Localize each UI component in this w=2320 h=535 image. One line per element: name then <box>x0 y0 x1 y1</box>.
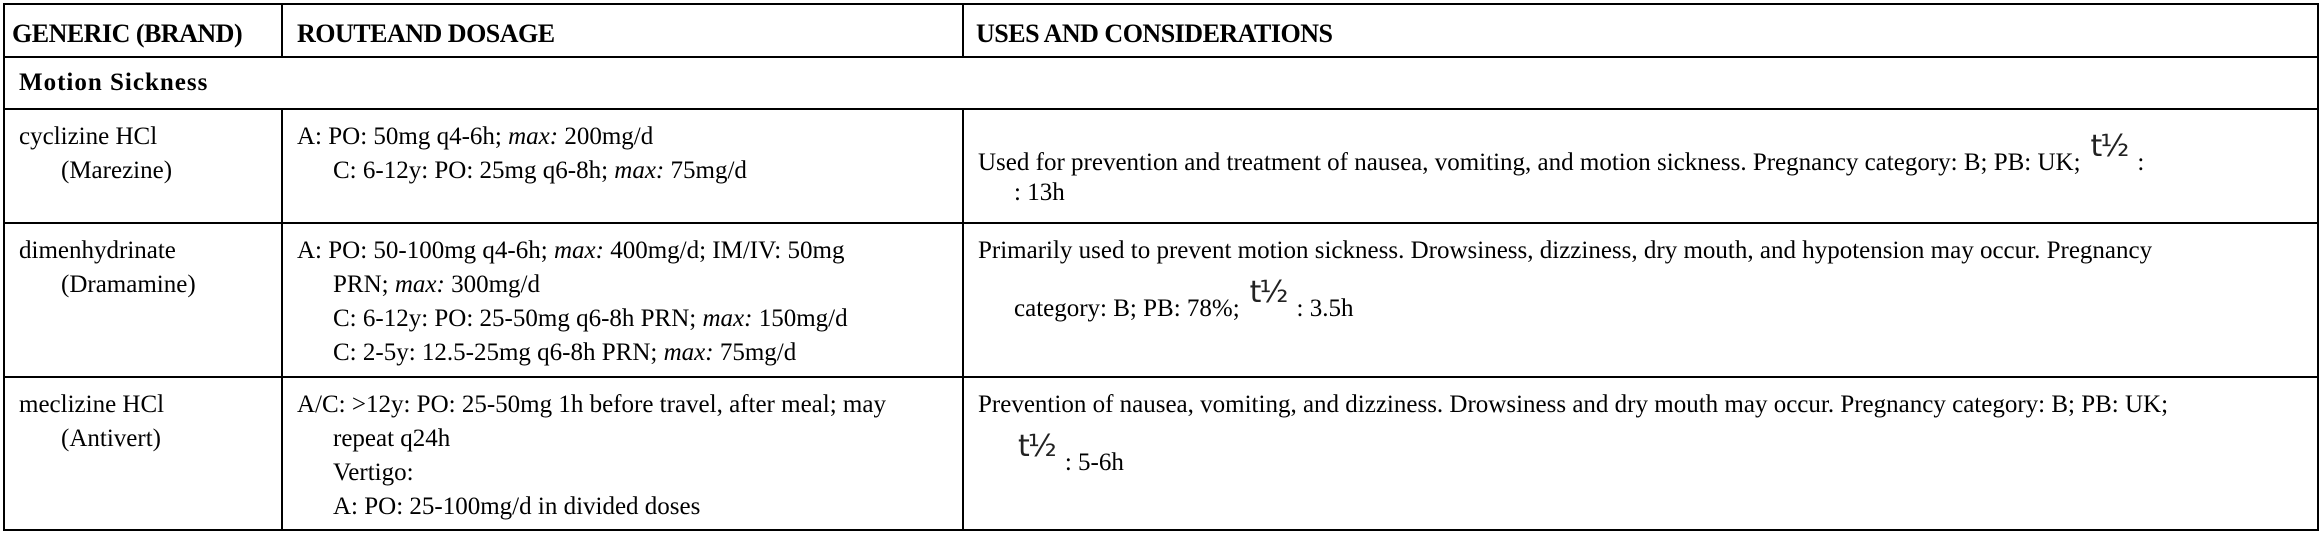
dosage-line: A: PO: 50mg q4-6h; max: 200mg/d <box>297 123 654 150</box>
header-uses-considerations: USES AND CONSIDERATIONS <box>963 4 2318 57</box>
dosage-cell <box>282 109 963 223</box>
uses-cell <box>963 377 2318 530</box>
half-life-icon: t½ <box>2090 129 2128 164</box>
drug-table <box>3 3 2319 531</box>
uses-text-line: category: B; PB: 78%; t½ : 3.5h <box>1014 275 1354 322</box>
dosage-line: A/C: >12y: PO: 25-50mg 1h before travel, after meal; may <box>297 391 886 418</box>
uses-text-block <box>978 129 2317 210</box>
dosage-line: Vertigo: <box>333 459 414 486</box>
brand-name: (Marezine) <box>61 157 173 184</box>
dosage-line: PRN; max: 300mg/d <box>333 271 540 298</box>
generic-name: meclizine HCl <box>19 391 165 418</box>
dosage-line: repeat q24h <box>333 425 451 452</box>
dosage-line: C: 2-5y: 12.5-25mg q6-8h PRN; max: 75mg/d <box>333 339 797 366</box>
half-life-value: : 3.5h <box>1296 295 1354 322</box>
drug-row <box>4 223 2318 377</box>
generic-name: dimenhydrinate <box>19 237 176 264</box>
header-generic-brand: GENERIC (BRAND) <box>4 4 282 57</box>
brand-name: (Antivert) <box>61 425 161 452</box>
header-route-dosage: ROUTEAND DOSAGE <box>282 4 963 57</box>
generic-brand-cell <box>4 109 282 223</box>
brand-name: (Dramamine) <box>61 271 196 298</box>
dosage-cell <box>282 377 963 530</box>
dosage-line: A: PO: 25-100mg/d in divided doses <box>333 493 701 520</box>
dosage-line: C: 6-12y: PO: 25-50mg q6-8h PRN; max: 150mg/d <box>333 305 848 332</box>
dosage-cell <box>282 223 963 377</box>
drug-row <box>4 377 2318 530</box>
generic-name: cyclizine HCl <box>19 123 158 150</box>
half-life-colon: : <box>2137 149 2145 176</box>
half-life-value: : 13h <box>1014 179 1065 206</box>
half-life-icon: t½ <box>1249 275 1287 310</box>
section-row <box>4 57 2318 109</box>
uses-text-line: Prevention of nausea, vomiting, and dizziness. Drowsiness and dry mouth may occur. Pregnancy category: B; PB: UK; <box>978 391 2169 418</box>
header-row <box>4 4 2318 57</box>
half-life-value: : 5-6h <box>1064 449 1124 476</box>
dosage-line: A: PO: 50-100mg q4-6h; max: 400mg/d; IM/IV: 50mg <box>297 237 845 264</box>
half-life-icon: t½ <box>1018 429 1055 464</box>
uses-cell <box>963 223 2318 377</box>
generic-brand-cell <box>4 377 282 530</box>
uses-text: Used for prevention and treatment of nausea, vomiting, and motion sickness. Pregnancy category: B; PB: UK; <box>978 149 2081 176</box>
uses-cell <box>963 109 2318 223</box>
drug-row <box>4 109 2318 223</box>
uses-text-line: Primarily used to prevent motion sickness. Drowsiness, dizziness, dry mouth, and hypotension may occur. Pregnancy <box>978 237 2153 264</box>
uses-text-line <box>978 429 2317 480</box>
section-title: Motion Sickness <box>4 57 2318 109</box>
generic-brand-cell <box>4 223 282 377</box>
dosage-line: C: 6-12y: PO: 25mg q6-8h; max: 75mg/d <box>333 157 747 184</box>
